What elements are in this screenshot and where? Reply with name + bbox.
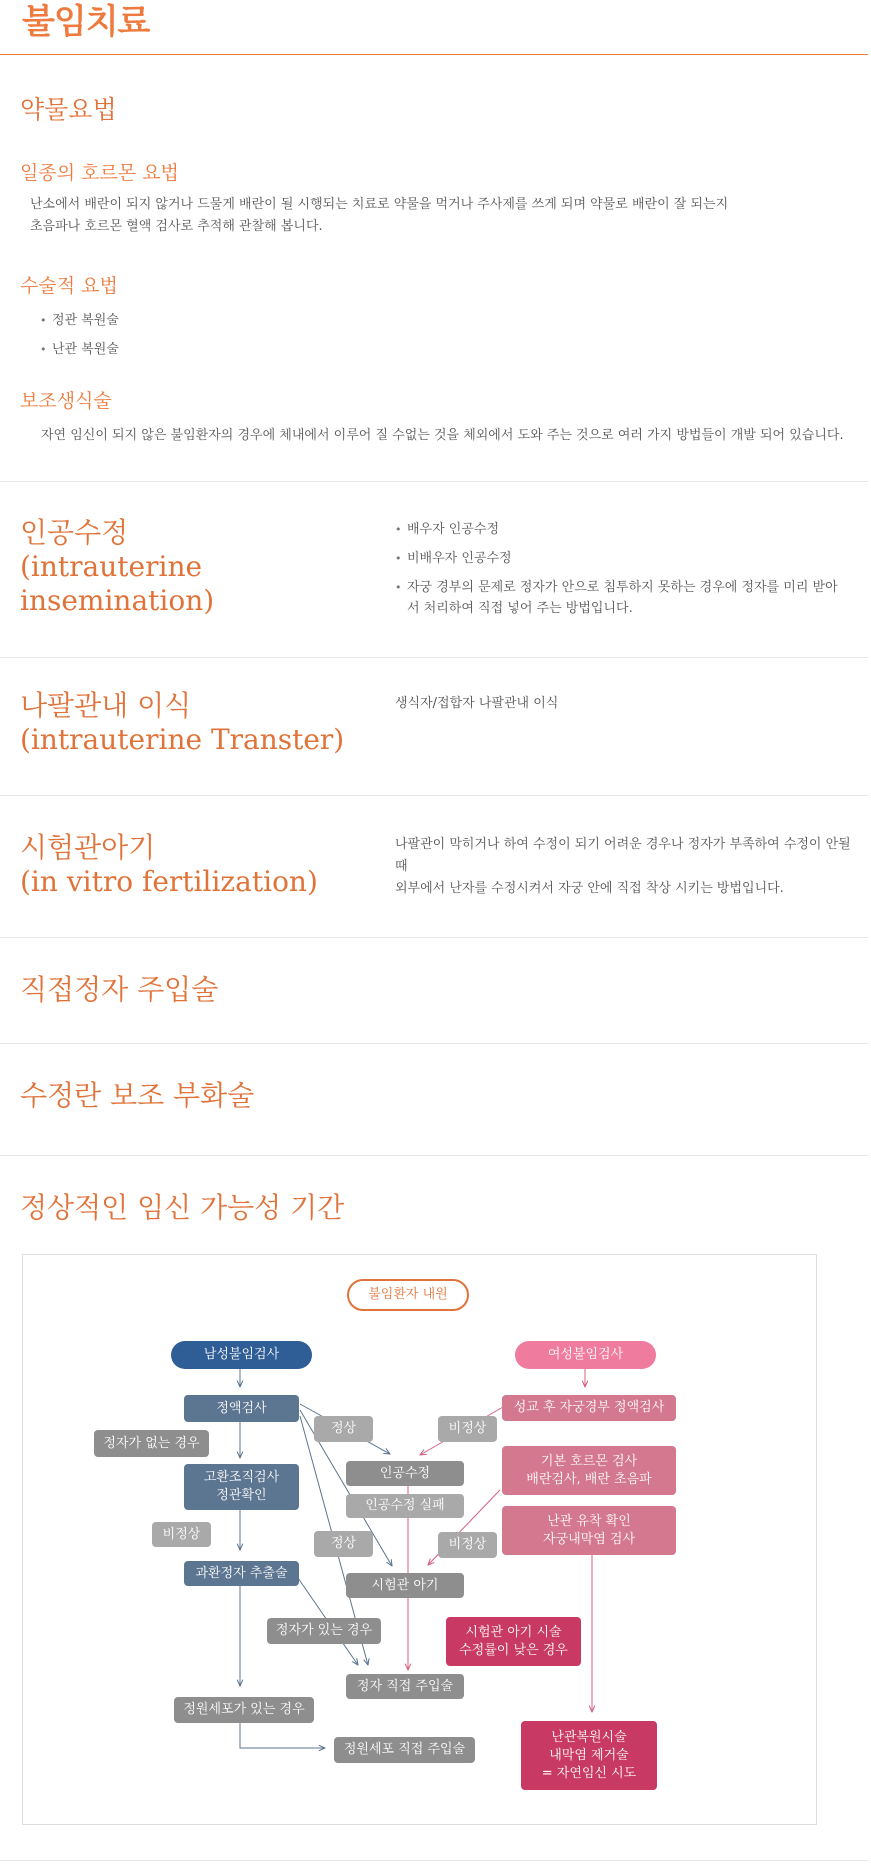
hormone-text-line2: 초음파나 호르몬 혈액 검사로 추적해 관찰해 봅니다.: [30, 219, 323, 234]
ivf-low-rate-line2: 수정률이 낮은 경우: [459, 1642, 568, 1658]
iui-fail-node: 인공수정 실패: [346, 1494, 464, 1518]
drug-therapy-heading: 약물요법: [20, 95, 117, 124]
testis-extract-node: 과환정자 추출술: [184, 1561, 299, 1586]
spermatid-inject-node: 정원세포 직접 주입술: [334, 1737, 475, 1763]
hormone-text-line1: 난소에서 배란이 되지 않거나 드물게 배란이 될 시행되는 치료로 약물을 먹거나 주사제를 쓰게 되며 약물로 배란이 잘 되는지: [30, 197, 729, 212]
bottom-divider: [0, 1860, 868, 1861]
assisted-hatching-title: 수정란 보조 부화술: [20, 1079, 255, 1112]
art-heading: 보조생식술: [20, 390, 112, 412]
hormone-test-node: [502, 1446, 676, 1495]
abnormal-right-node-1: 비정상: [438, 1416, 497, 1442]
spermatid-exists-node: 정원세포가 있는 경우: [174, 1697, 314, 1723]
iui-node: 인공수정: [346, 1461, 464, 1486]
list-item: • 비배우자 인공수정: [395, 548, 840, 569]
hormone-test-line2: 배란검사, 배란 초음파: [526, 1471, 652, 1487]
ivf-text-line2: 외부에서 난자를 수정시켜서 자궁 안에 직접 착상 시키는 방법입니다.: [395, 881, 784, 896]
list-item: • 자궁 경부의 문제로 정자가 안으로 침투하지 못하는 경우에 정자를 미리 받아서 처리하여 직접 넣어 주는 방법입니다.: [395, 577, 840, 619]
no-sperm-node: 정자가 없는 경우: [94, 1430, 209, 1457]
abnormal-left-node: 비정상: [152, 1522, 211, 1547]
postcoital-test-node: 성교 후 자궁경부 정액검사: [502, 1395, 676, 1421]
male-exam-node: 남성불임검사: [171, 1341, 312, 1369]
normal-node-1: 정상: [314, 1416, 373, 1442]
ivf-title-en: (in vitro fertilization): [20, 865, 318, 898]
icsi-title: 직접정자 주입술: [20, 973, 219, 1006]
page-title: 불임치료: [22, 2, 150, 42]
list-item: • 배우자 인공수정: [395, 519, 840, 540]
abnormal-right-node-2: 비정상: [438, 1532, 497, 1558]
origin-node: 불임환자 내원: [347, 1279, 469, 1311]
normal-node-2: 정상: [314, 1531, 373, 1557]
list-item: • 정관 복원술: [40, 310, 340, 331]
hormone-therapy-heading: 일종의 호르몬 요법: [20, 162, 179, 184]
iui-title-ko: 인공수정: [20, 516, 129, 549]
tubal-repair-line3: = 자연임신 시도: [541, 1765, 637, 1781]
gift-title-en: (intrauterine Transter): [20, 723, 345, 756]
semen-analysis-node: 정액검사: [184, 1395, 299, 1422]
hormone-test-line1: 기본 호르몬 검사: [540, 1453, 638, 1469]
iui-title-en: (intrauterine insemination): [20, 550, 215, 617]
testis-biopsy-node: [184, 1464, 299, 1510]
sperm-exists-node: 정자가 있는 경우: [267, 1618, 381, 1644]
tubal-repair-line2: 내막염 제거술: [549, 1747, 629, 1763]
tube-check-line2: 자궁내막염 검사: [542, 1531, 636, 1547]
tubal-repair-node: [521, 1721, 657, 1790]
art-text: 자연 임신이 되지 않은 불임환자의 경우에 체내에서 이루어 질 수없는 것을 체외에서 도와 주는 것으로 여러 가지 방법들이 개발 되어 있습니다.: [41, 428, 844, 443]
ivf-low-rate-node: [446, 1617, 581, 1666]
surgical-therapy-heading: 수술적 요법: [20, 275, 118, 297]
tube-check-node: [502, 1506, 676, 1555]
testis-biopsy-line1: 고환조직검사: [203, 1470, 280, 1485]
ivf-node: 시험관 아기: [346, 1573, 464, 1598]
ivf-title-ko: 시험관아기: [20, 831, 156, 864]
tube-check-line1: 난관 유착 확인: [547, 1513, 631, 1529]
ivf-low-rate-line1: 시험관 아기 시술: [465, 1624, 562, 1640]
gift-text: 생식자/접합자 나팔관내 이식: [395, 696, 559, 711]
tubal-repair-line1: 난관복원시술: [551, 1729, 627, 1745]
list-item: • 난관 복원술: [40, 339, 340, 360]
female-exam-node: 여성불임검사: [515, 1341, 656, 1369]
gift-title-ko: 나팔관내 이식: [20, 689, 192, 722]
testis-biopsy-line2: 정관확인: [216, 1488, 267, 1503]
ivf-text-line1: 나팔관이 막히거나 하여 수정이 되기 어려운 경우나 정자가 부족하여 수정이 안될 때: [395, 837, 851, 874]
normal-period-title: 정상적인 임신 가능성 기간: [20, 1191, 345, 1224]
icsi-node: 정자 직접 주입술: [346, 1674, 464, 1699]
